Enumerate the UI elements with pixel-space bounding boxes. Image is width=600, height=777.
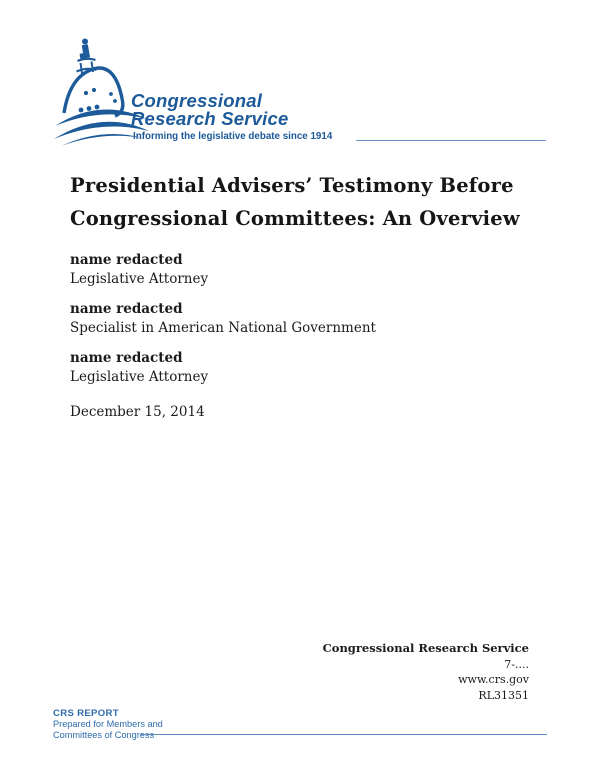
crs-logo-line2: Research Service [131, 108, 289, 129]
author-role: Specialist in American National Government [70, 320, 376, 336]
report-title [70, 169, 548, 235]
author-name: name redacted [70, 301, 183, 317]
report-title-line2: Congressional Committees: An Overview [70, 207, 520, 230]
crs-report-footer [53, 708, 163, 742]
author-list [70, 251, 490, 398]
footer-report-number: RL31351 [478, 688, 529, 702]
footer-phone: 7-.... [504, 657, 529, 671]
footer-rule [141, 734, 547, 735]
author-entry [70, 300, 490, 338]
author-entry [70, 251, 490, 289]
publication-date: December 15, 2014 [70, 404, 205, 420]
footer-org-name: Congressional Research Service [322, 641, 529, 655]
crs-report-line1: Prepared for Members and [53, 719, 163, 730]
crs-report-label: CRS REPORT [53, 708, 119, 719]
author-name: name redacted [70, 350, 183, 366]
crs-logo-line1: Congressional [131, 90, 263, 111]
author-name: name redacted [70, 252, 183, 268]
crs-logo-wordmark [131, 92, 288, 128]
footer-website: www.crs.gov [458, 673, 529, 686]
author-entry [70, 349, 490, 387]
author-role: Legislative Attorney [70, 271, 209, 287]
header-rule [356, 140, 546, 141]
author-role: Legislative Attorney [70, 369, 209, 385]
report-title-line1: Presidential Advisers’ Testimony Before [70, 174, 514, 197]
crs-logo-tagline: Informing the legislative debate since 1914 [133, 131, 333, 142]
footer-info-block [323, 641, 529, 703]
crs-report-line2: Committees of Congress [53, 730, 155, 741]
